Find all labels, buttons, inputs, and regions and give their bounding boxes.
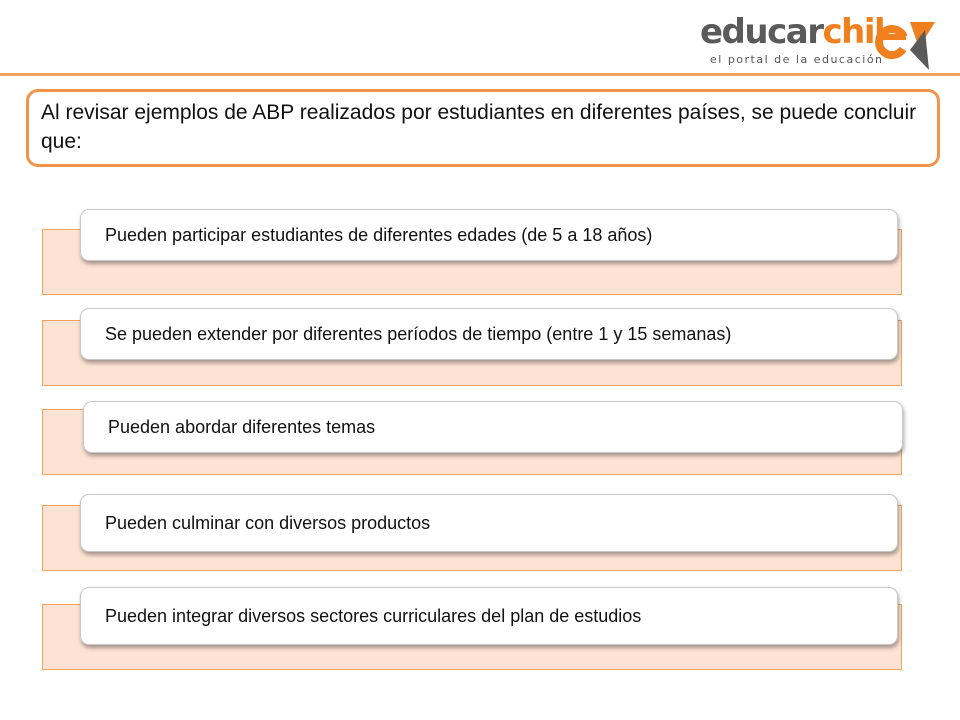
educarchile-logo	[700, 12, 945, 72]
list-item: Pueden integrar diversos sectores curriculares del plan de estudios	[80, 587, 898, 645]
logo-wordmark-dark: educar	[700, 12, 823, 52]
list-item: Se pueden extender por diferentes períodos de tiempo (entre 1 y 15 semanas)	[80, 308, 898, 360]
list-item: Pueden abordar diferentes temas	[83, 401, 903, 453]
list-item: Pueden participar estudiantes de diferentes edades (de 5 a 18 años)	[80, 209, 898, 261]
list-item: Pueden culminar con diversos productos	[80, 494, 898, 552]
logo-wordmark-orange: chil	[822, 12, 885, 52]
question-box: Al revisar ejemplos de ABP realizados por estudiantes en diferentes países, se puede concluir que:	[26, 89, 940, 167]
logo-wordmark	[700, 12, 884, 52]
logo-tagline: el portal de la educación	[710, 53, 884, 66]
header-divider	[0, 73, 960, 76]
